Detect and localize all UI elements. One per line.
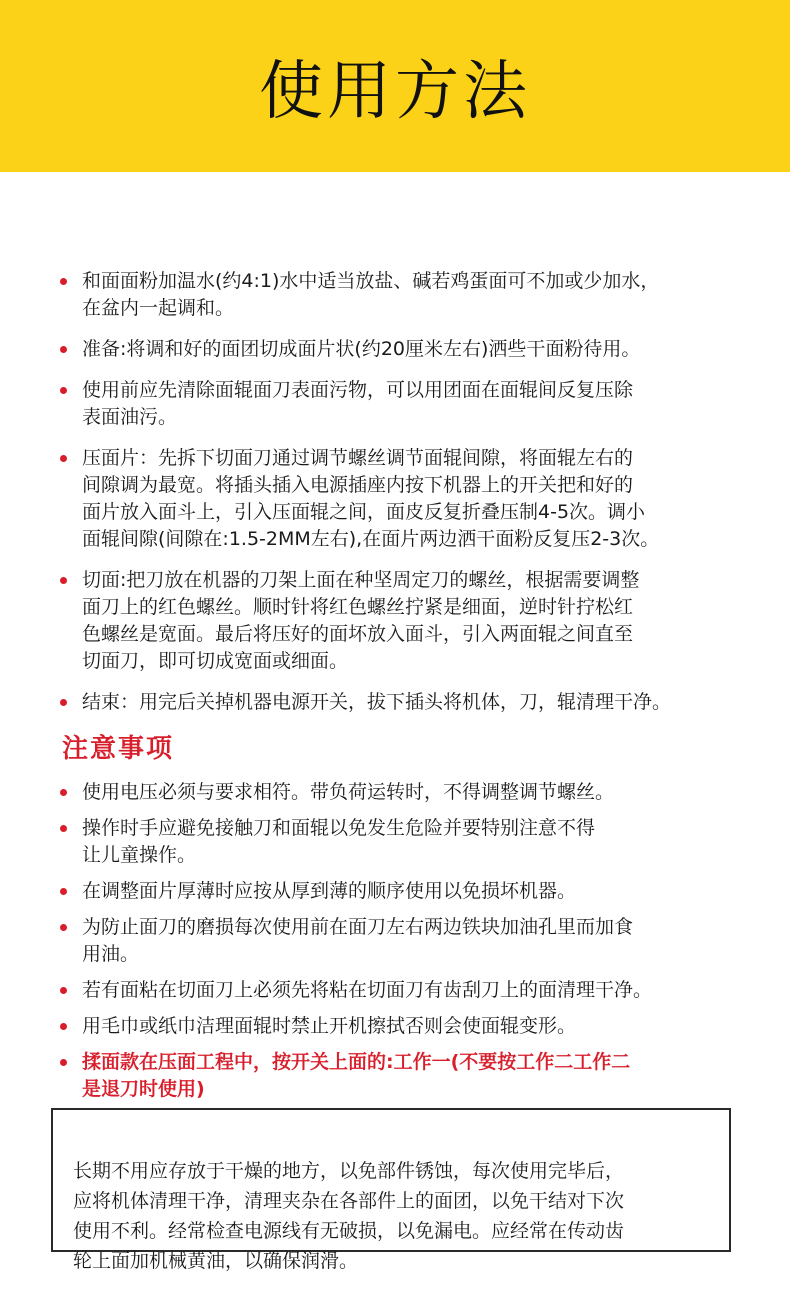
page-title: 使用方法	[259, 55, 531, 129]
note-text: 若有面粘在切面刀上必须先将粘在切面刀有齿刮刀上的面清理干净。	[82, 979, 653, 1001]
usage-step	[60, 445, 750, 553]
note-item	[60, 878, 750, 905]
bullet-icon	[60, 825, 67, 832]
note-item	[60, 914, 750, 968]
bullet-icon	[60, 1059, 67, 1066]
usage-step-text: 切面:把刀放在机器的刀架上面在种坚周定刀的螺丝，根据需要调整 面刀上的红色螺丝。顺时针将红色螺丝拧紧是细面，逆时针拧松红 色螺丝是宽面。最后将压好的面坏放入面斗，引入两面辊之间直至 切面刀，即可切成宽面或细面。	[82, 569, 640, 672]
bullet-icon	[60, 789, 67, 796]
notes-heading: 注意事项	[62, 734, 175, 764]
note-item	[60, 1013, 750, 1040]
storage-notice-box	[51, 1108, 731, 1272]
note-text: 使用电压必须与要求相符。带负荷运转时，不得调整调节螺丝。	[82, 781, 615, 803]
bullet-icon	[60, 387, 67, 394]
note-text: 为防止面刀的磨损每次使用前在面刀左右两边铁块加油孔里而加食 用油。	[82, 916, 634, 965]
title-banner	[0, 0, 790, 172]
bullet-icon	[60, 1023, 67, 1030]
note-item	[60, 977, 750, 1004]
bullet-icon	[60, 577, 67, 584]
note-item-warning	[60, 1049, 750, 1103]
usage-step-text: 准备:将调和好的面团切成面片状(约20厘米左右)洒些干面粉待用。	[82, 338, 641, 360]
bullet-icon	[60, 455, 67, 462]
usage-step-text: 和面面粉加温水(约4:1)水中适当放盐、碱若鸡蛋面可不加或少加水， 在盆内一起调和。	[82, 270, 660, 319]
note-item	[60, 779, 750, 806]
usage-step-text: 使用前应先清除面辊面刀表面污物，可以用团面在面辊间反复压除 表面油污。	[82, 379, 634, 428]
usage-step	[60, 336, 750, 363]
note-text: 操作时手应避免接触刀和面辊以免发生危险并要特别注意不得 让儿童操作。	[82, 817, 596, 866]
storage-notice-text: 长期不用应存放于干燥的地方，以免部件锈蚀，每次使用完毕后， 应将机体清理干净，清理夹杂在各部件上的面团，以免干结对下次 使用不利。经常检查电源线有无破损，以免漏电。应经常在传动齿 轮上面加机械黄油，以确保润滑。	[73, 1160, 625, 1272]
note-item	[60, 815, 750, 869]
bullet-icon	[60, 278, 67, 285]
usage-step	[60, 689, 750, 716]
usage-step-text: 压面片：先拆下切面刀通过调节螺丝调节面辊间隙，将面辊左右的 间隙调为最宽。将插头插入电源插座内按下机器上的开关把和好的 面片放入面斗上，引入压面辊之间，面皮反复折叠压制4-5次。调小 面辊间隙(间隙在:1.5-2MM左右),在面片两边洒干面粉反复压2-3次。	[82, 447, 660, 550]
usage-step	[60, 268, 750, 322]
note-text: 在调整面片厚薄时应按从厚到薄的顺序使用以免损坏机器。	[82, 880, 577, 902]
bullet-icon	[60, 346, 67, 353]
bullet-icon	[60, 699, 67, 706]
bullet-icon	[60, 888, 67, 895]
bullet-icon	[60, 987, 67, 994]
note-text: 揉面款在压面工程中，按开关上面的:工作一(不要按工作二工作二 是退刀时使用)	[82, 1051, 631, 1100]
usage-step	[60, 567, 750, 675]
note-text: 用毛巾或纸巾洁理面辊时禁止开机擦拭否则会使面辊变形。	[82, 1015, 577, 1037]
usage-steps-list	[60, 268, 750, 716]
notes-list	[60, 779, 750, 1112]
usage-step-text: 结束：用完后关掉机器电源开关，拔下插头将机体，刀，辊清理干净。	[82, 691, 672, 713]
bullet-icon	[60, 924, 67, 931]
usage-step	[60, 377, 750, 431]
